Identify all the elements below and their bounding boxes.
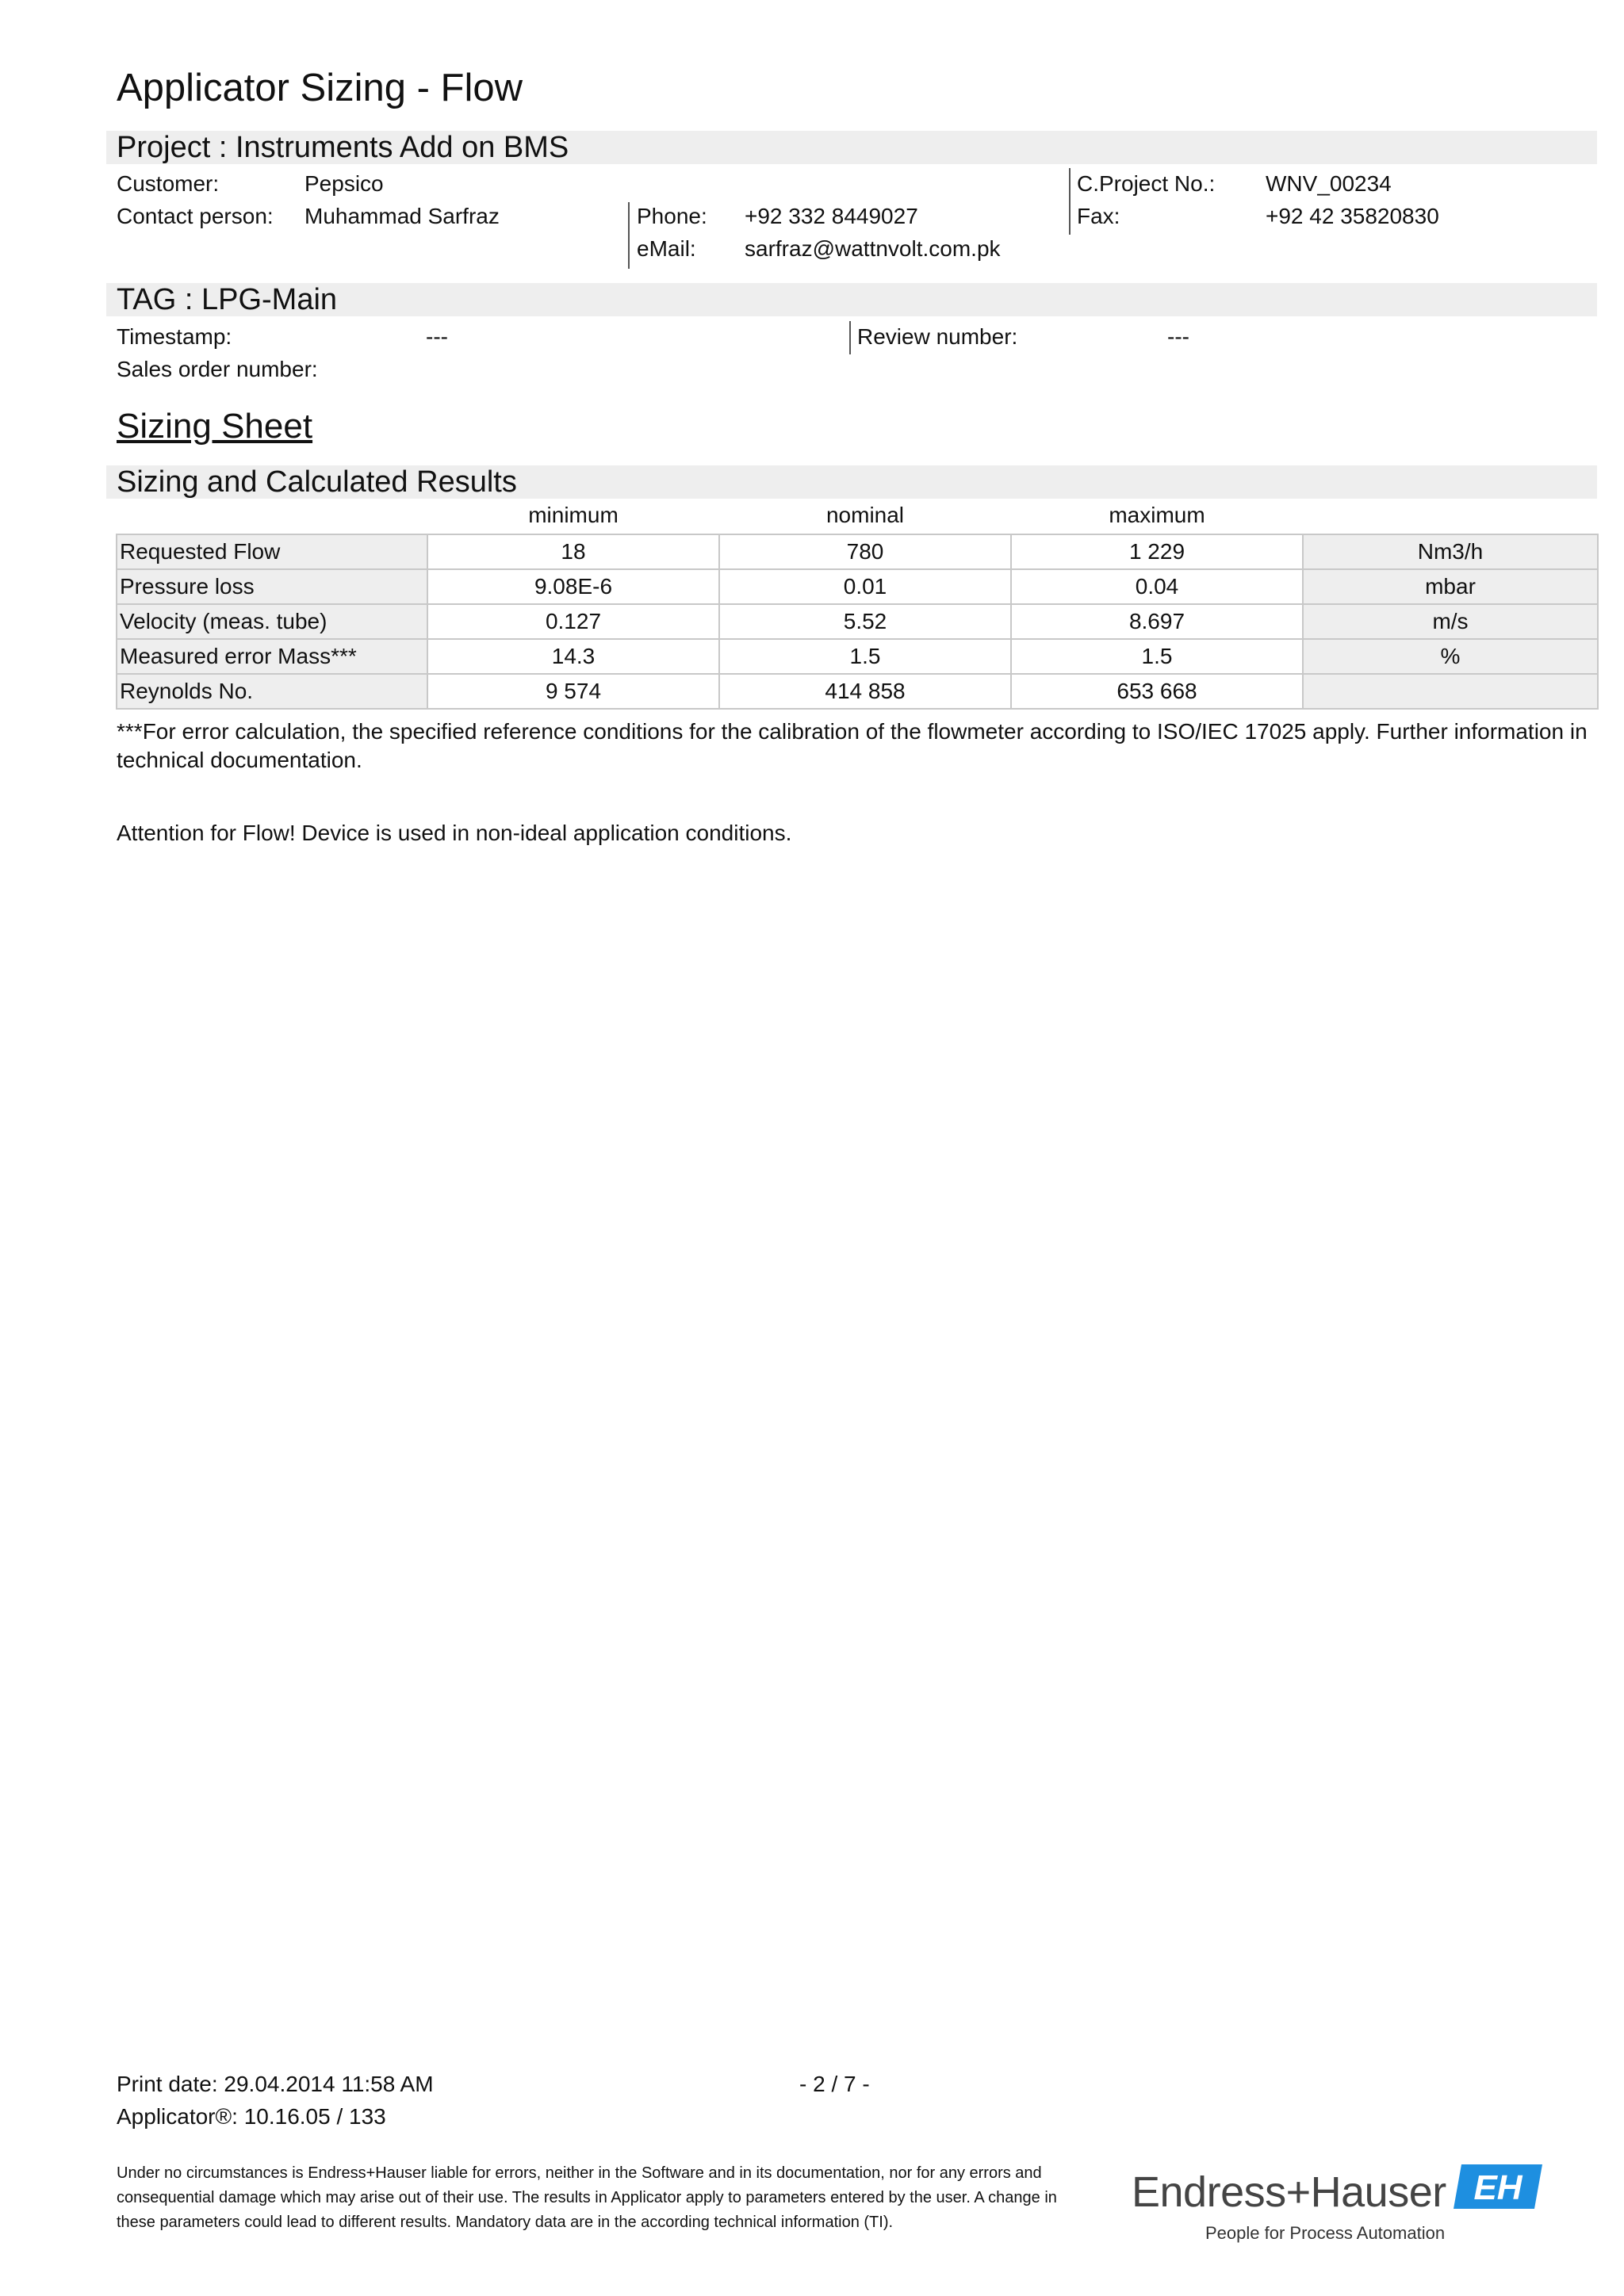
applicator-version: Applicator®: 10.16.05 / 133 — [117, 2104, 386, 2129]
unit-cell: m/s — [1303, 604, 1598, 639]
contact-divider — [628, 202, 630, 269]
table-row — [117, 639, 1598, 674]
nominal-cell: 1.5 — [719, 639, 1011, 674]
table-row — [117, 569, 1598, 604]
company-logo-text: Endress+Hauser — [1132, 2168, 1446, 2216]
contact-person-value: Muhammad Sarfraz — [304, 204, 500, 228]
minimum-cell: 9 574 — [427, 674, 719, 709]
company-tagline: People for Process Automation — [1205, 2223, 1446, 2243]
table-row — [117, 604, 1598, 639]
minimum-cell: 18 — [427, 534, 719, 569]
tag-header-band — [106, 283, 1597, 316]
disclaimer-text: Under no circumstances is Endress+Hauser liable for errors, neither in the Software and in its documentation, nor for any errors and consequential damage which may arise out of their use. The results in Applicator apply to parameters entered by the user. A change in these parameters could lead to different results. Mandatory data are in the according technical information (TI). — [117, 2164, 1057, 2231]
logo-mark-text: EH — [1473, 2168, 1522, 2207]
customer-value: Pepsico — [304, 171, 384, 196]
project-no-divider — [1069, 168, 1071, 235]
minimum-cell: 0.127 — [427, 604, 719, 639]
email-label: eMail: — [637, 236, 696, 261]
error-footnote: ***For error calculation, the specified reference conditions for the calibration of the flowmeter according to ISO/IEC 17025 apply. Further information in technical documentation. — [117, 719, 1588, 772]
nominal-cell: 780 — [719, 534, 1011, 569]
project-heading: Project : Instruments Add on BMS — [117, 131, 569, 164]
row-label: Velocity (meas. tube) — [117, 604, 427, 639]
row-label: Requested Flow — [117, 534, 427, 569]
maximum-cell: 1 229 — [1011, 534, 1303, 569]
row-label: Pressure loss — [117, 569, 427, 604]
maximum-cell: 653 668 — [1011, 674, 1303, 709]
attention-note: Attention for Flow! Device is used in non-ideal application conditions. — [117, 821, 792, 845]
page-number: - 2 / 7 - — [799, 2072, 870, 2096]
sales-order-label: Sales order number: — [117, 357, 318, 381]
row-label: Measured error Mass*** — [117, 639, 427, 674]
fax-value: +92 42 35820830 — [1266, 204, 1439, 228]
unit-cell — [1303, 674, 1598, 709]
sizing-sheet-title: Sizing Sheet — [117, 407, 313, 446]
nominal-cell: 5.52 — [719, 604, 1011, 639]
fax-label: Fax: — [1077, 204, 1120, 228]
review-number-value: --- — [1167, 324, 1189, 349]
phone-value: +92 332 8449027 — [745, 204, 918, 228]
row-label: Reynolds No. — [117, 674, 427, 709]
minimum-cell: 14.3 — [427, 639, 719, 674]
c-project-no-label: C.Project No.: — [1077, 171, 1216, 196]
unit-cell: mbar — [1303, 569, 1598, 604]
column-header-maximum: maximum — [1109, 503, 1205, 527]
nominal-cell: 0.01 — [719, 569, 1011, 604]
unit-cell: % — [1303, 639, 1598, 674]
unit-cell: Nm3/h — [1303, 534, 1598, 569]
maximum-cell: 1.5 — [1011, 639, 1303, 674]
tag-heading: TAG : LPG-Main — [117, 283, 338, 316]
phone-label: Phone: — [637, 204, 707, 228]
table-row — [117, 534, 1598, 569]
timestamp-label: Timestamp: — [117, 324, 232, 349]
results-header-band — [106, 465, 1597, 499]
maximum-cell: 8.697 — [1011, 604, 1303, 639]
minimum-cell: 9.08E-6 — [427, 569, 719, 604]
nominal-cell: 414 858 — [719, 674, 1011, 709]
c-project-no-value: WNV_00234 — [1266, 171, 1392, 196]
print-date: Print date: 29.04.2014 11:58 AM — [117, 2072, 434, 2096]
email-value: sarfraz@wattnvolt.com.pk — [745, 236, 1001, 261]
review-divider — [849, 321, 851, 354]
column-header-nominal: nominal — [825, 503, 905, 527]
review-number-label: Review number: — [857, 324, 1018, 349]
endress-hauser-logo-icon — [1454, 2164, 1542, 2209]
column-header-minimum: minimum — [528, 503, 619, 527]
results-heading: Sizing and Calculated Results — [117, 465, 517, 499]
timestamp-value: --- — [426, 324, 448, 349]
project-header-band — [106, 131, 1597, 164]
table-row — [117, 674, 1598, 709]
results-table — [116, 534, 1599, 710]
maximum-cell: 0.04 — [1011, 569, 1303, 604]
page-title: Applicator Sizing - Flow — [117, 67, 523, 109]
customer-label: Customer: — [117, 171, 220, 196]
contact-person-label: Contact person: — [117, 204, 274, 228]
